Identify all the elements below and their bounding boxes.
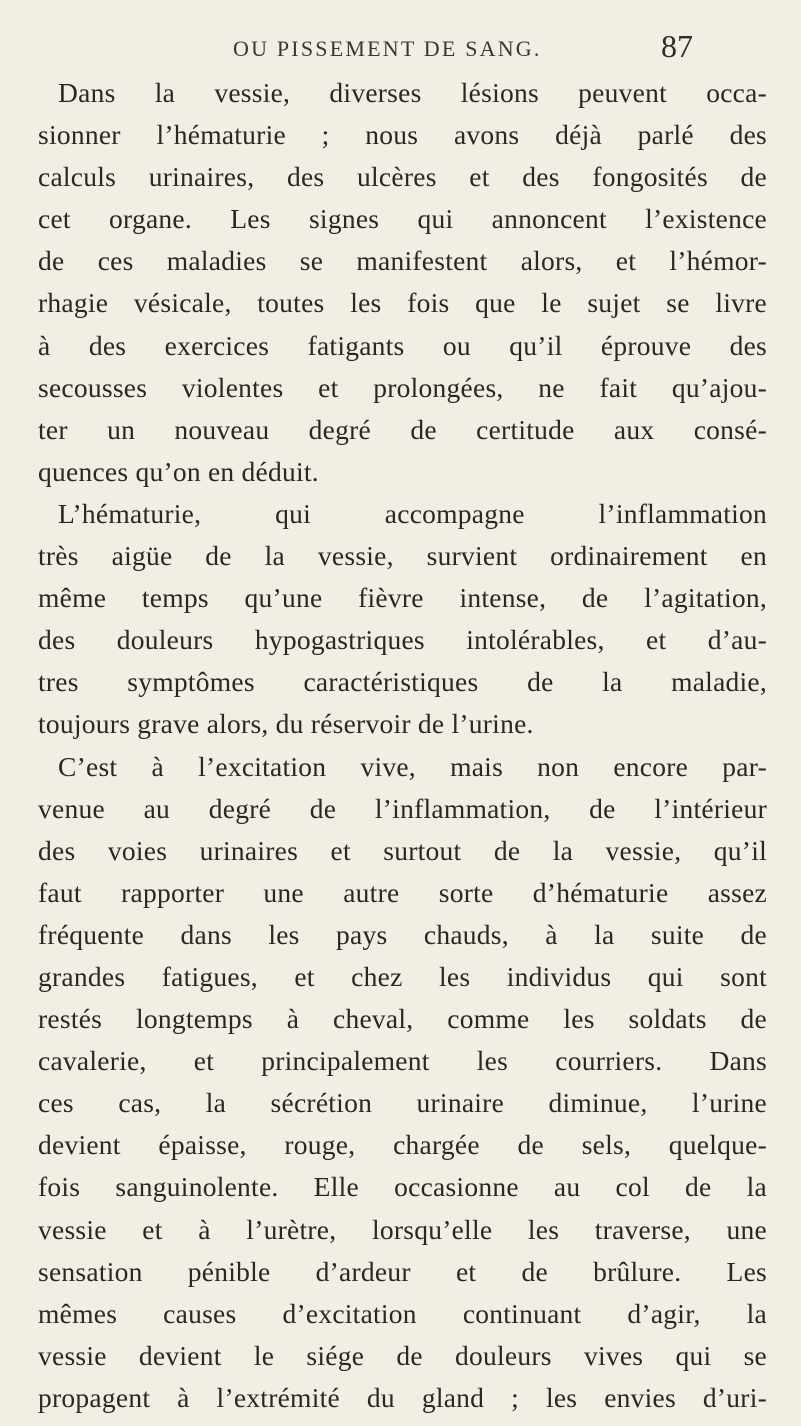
text-line: fréquente dans les pays chauds, à la suite de <box>38 918 767 950</box>
text-line: quences qu’on en déduit. <box>38 455 319 487</box>
text-line: ter un nouveau degré de certitude aux consé- <box>38 413 767 445</box>
text-line: venue au degré de l’inflammation, de l’intérieur <box>38 792 767 824</box>
text-line: vessie devient le siége de douleurs vives qui se <box>38 1339 767 1371</box>
text-line: des douleurs hypogastriques intolérables, et d’au- <box>38 624 767 656</box>
page-header <box>233 28 693 72</box>
text-line: de ces maladies se manifestent alors, et l’hémor- <box>38 245 767 277</box>
text-line: toujours grave alors, du réservoir de l’urine. <box>38 708 534 740</box>
text-line: mêmes causes d’excitation continuant d’agir, la <box>38 1297 767 1329</box>
text-line: des voies urinaires et surtout de la vessie, qu’il <box>38 834 767 866</box>
body-text <box>38 72 767 1419</box>
text-line: L’hématurie, qui accompagne l’inflammation <box>58 497 767 529</box>
text-line: vessie et à l’urètre, lorsqu’elle les traverse, une <box>38 1213 767 1245</box>
text-line: très aigüe de la vessie, survient ordinairement en <box>38 540 767 572</box>
text-line: rhagie vésicale, toutes les fois que le sujet se livre <box>38 287 767 319</box>
running-head: OU PISSEMENT DE SANG. <box>233 36 542 61</box>
text-line: calculs urinaires, des ulcères et des fongosités de <box>38 161 767 193</box>
text-line: cet organe. Les signes qui annoncent l’existence <box>38 203 767 235</box>
text-line: C’est à l’excitation vive, mais non encore par- <box>58 750 767 782</box>
text-line: fois sanguinolente. Elle occasionne au col de la <box>38 1171 767 1203</box>
text-line: Dans la vessie, diverses lésions peuvent occa- <box>58 77 767 108</box>
text-line: propagent à l’extrémité du gland ; les envies d’uri- <box>38 1381 767 1413</box>
text-line: sensation pénible d’ardeur et de brûlure. Les <box>38 1255 767 1287</box>
text-line: restés longtemps à cheval, comme les soldats de <box>38 1003 767 1035</box>
text-line: ces cas, la sécrétion urinaire diminue, l’urine <box>38 1087 767 1119</box>
text-line: grandes fatigues, et chez les individus qui sont <box>38 960 767 992</box>
text-line: cavalerie, et principalement les courriers. Dans <box>38 1045 767 1077</box>
text-line: à des exercices fatigants ou qu’il éprouve des <box>38 329 767 361</box>
text-line: devient épaisse, rouge, chargée de sels, quelque- <box>38 1129 767 1161</box>
page-number: 87 <box>661 28 693 64</box>
text-line: sionner l’hématurie ; nous avons déjà parlé des <box>38 119 767 151</box>
text-line: secousses violentes et prolongées, ne fait qu’ajou- <box>38 371 767 403</box>
text-line: même temps qu’une fièvre intense, de l’agitation, <box>38 582 767 614</box>
text-line: faut rapporter une autre sorte d’hématurie assez <box>38 876 767 908</box>
text-line: tres symptômes caractéristiques de la maladie, <box>38 666 767 698</box>
